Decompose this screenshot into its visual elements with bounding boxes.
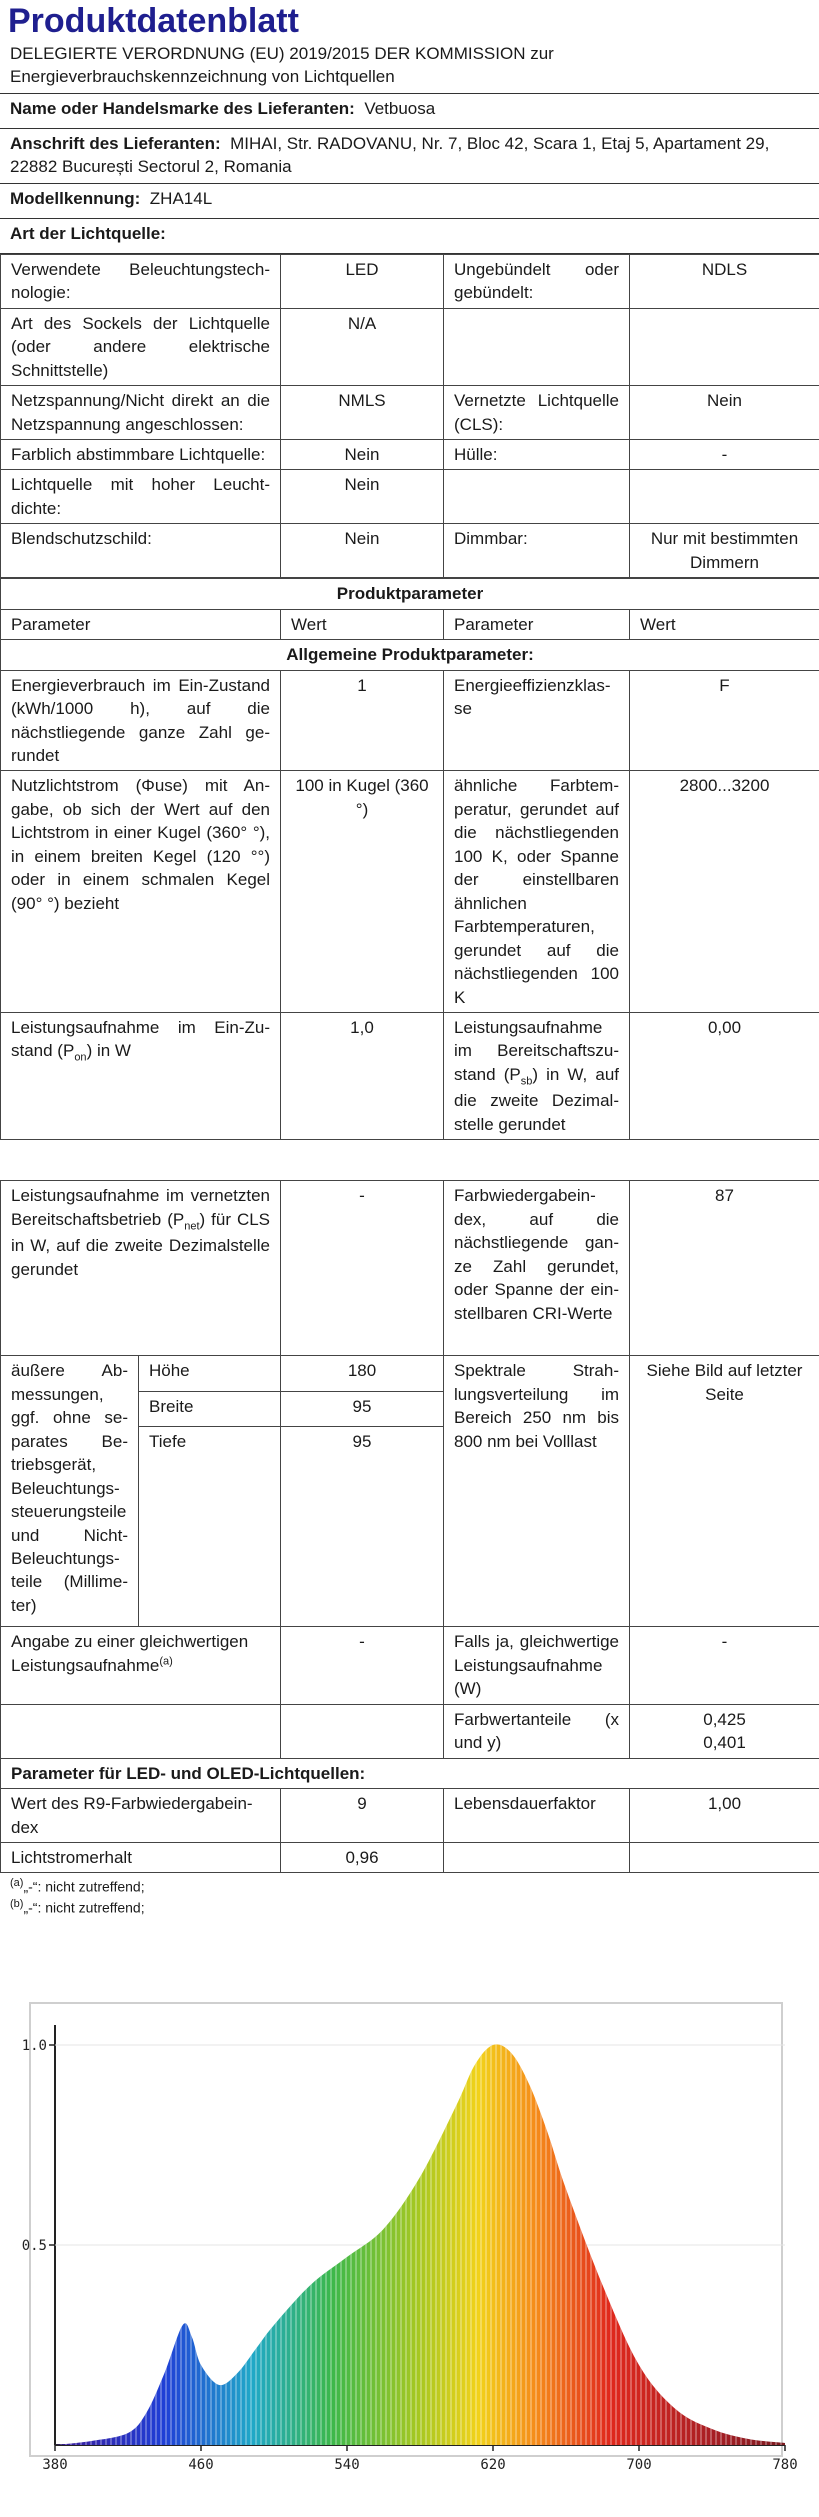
- param-label: Hülle:: [444, 440, 630, 470]
- footnote: $^{(b)}$„-“: nicht zutreffend;: [10, 1897, 809, 1918]
- model-row: [0, 183, 819, 218]
- param-label: Lichtstromerhalt: [1, 1842, 281, 1872]
- power-net-row: [1, 1181, 819, 1356]
- product-params-table: [0, 578, 819, 1140]
- param-label: Leistungsaufnahme im Ein-Zustand $(P_{on})$ in W: [1, 1012, 281, 1139]
- dimension-value: 95: [281, 1391, 444, 1427]
- param-label: Lebensdauerfaktor: [444, 1789, 630, 1843]
- x-tick-label: 460: [188, 2457, 213, 2473]
- page-gap: [0, 1140, 819, 1180]
- param-label: Leistungsaufnahme im vernetzten Bereitschaftsbetrieb $(P_{net})$ für CLS in W, auf die zweite Dezimalstelle gerundet: [1, 1181, 281, 1356]
- param-value: 1,0: [281, 1012, 444, 1139]
- param-label: Nutzlichtstrom (Φuse) mit Angabe, ob sich der Wert auf den Lichtstrom in einer Kugel (360° °), in einem breiten Kegel (120 °°) oder in einem schmalen Kegel (90° °) bezieht: [1, 771, 281, 1013]
- model-label: Modellkennung:: [10, 189, 140, 208]
- param-label: Art des Sockels der Lichtquelle (oder andere elektrische Schnittstelle): [1, 308, 281, 385]
- x-tick-label: 540: [334, 2457, 359, 2473]
- product-params-table-continued: [0, 1180, 819, 1873]
- param-label: Vernetzte Lichtquelle (CLS):: [444, 386, 630, 440]
- param-value: [630, 1842, 819, 1872]
- param-value: 2800...3200: [630, 771, 819, 1013]
- dimension-key: Breite: [139, 1391, 281, 1427]
- dimension-key: Höhe: [139, 1356, 281, 1392]
- source-type-heading: Art der Lichtquelle:: [0, 218, 819, 254]
- param-value: F: [630, 670, 819, 771]
- dimension-row: [1, 1356, 819, 1392]
- param-value: Nur mit bestimmten Dimmern: [630, 524, 819, 578]
- param-value: -: [281, 1181, 444, 1356]
- param-label: Leistungsaufnahme im Bereitschaftszustand $(P_{sb})$ in W, auf die zweite Dezimalstelle gerundet: [444, 1012, 630, 1139]
- param-label: [444, 470, 630, 524]
- param-label: Falls ja, gleichwertige Leistungsaufnahme (W): [444, 1627, 630, 1704]
- param-value: 0,00: [630, 1012, 819, 1139]
- x-tick-label: 780: [772, 2457, 797, 2473]
- param-value: -: [630, 440, 819, 470]
- param-label: Energieeffizienzklasse: [444, 670, 630, 771]
- page-title: Produktdatenblatt: [0, 0, 819, 43]
- param-label: Energieverbrauch im Ein-Zustand (kWh/1000 h), auf die nächstliegende ganze Zahl gerundet: [1, 670, 281, 771]
- param-value: -: [630, 1627, 819, 1704]
- param-header: Parameter: [444, 609, 630, 639]
- equivalent-power-row: [1, 1627, 819, 1704]
- source-type-row: [1, 524, 819, 578]
- param-value: 1,00: [630, 1789, 819, 1843]
- dimensions-label: äußere Abmessungen, ggf. ohne separates Betriebsgerät, Beleuchtungssteuerungsteile und Nicht-Beleuchtungsteile (Millimeter): [1, 1356, 139, 1627]
- source-type-table: [0, 254, 819, 578]
- param-label: Spektrale Strahlungsverteilung im Bereich 250 nm bis 800 nm bei Volllast: [444, 1356, 630, 1627]
- param-label: Netzspannung/Nicht direkt an die Netzspannung angeschlossen:: [1, 386, 281, 440]
- general-params-heading: Allgemeine Produktparameter:: [1, 640, 819, 670]
- address-label: Anschrift des Lieferanten:: [10, 134, 221, 153]
- param-value: 0,96: [281, 1842, 444, 1872]
- param-label: Farbwiedergabeindex, auf die nächstliegende ganze Zahl gerundet, oder Spanne der einstellbaren CRI-Werte: [444, 1181, 630, 1356]
- source-type-row: [1, 254, 819, 308]
- param-value: NMLS: [281, 386, 444, 440]
- param-label: Blendschutzschild:: [1, 524, 281, 578]
- led-row: [1, 1789, 819, 1843]
- empty-cell: [281, 1704, 444, 1758]
- power-on-row: [1, 1012, 819, 1139]
- param-value: [630, 308, 819, 385]
- param-label: Dimmbar:: [444, 524, 630, 578]
- supplier-value: Vetbuosa: [364, 99, 435, 118]
- spectrum-svg: [0, 1965, 819, 2510]
- param-label: Wert des R9-Farbwiedergabeindex: [1, 1789, 281, 1843]
- param-value: [630, 470, 819, 524]
- param-label: Verwendete Beleuchtungstechnologie:: [1, 254, 281, 308]
- param-label: ähnliche Farbtemperatur, gerundet auf die nächstliegenden 100 K, oder Spanne der einstellbaren ähnlichen Farbtemperaturen, gerundet auf die nächstliegenden 100 K: [444, 771, 630, 1013]
- source-type-row: [1, 386, 819, 440]
- param-header-row: [1, 609, 819, 639]
- param-label: Ungebündelt oder gebündelt:: [444, 254, 630, 308]
- source-type-row: [1, 308, 819, 385]
- param-label: Angabe zu einer gleichwertigen Leistungsaufnahme$^{(a)}$: [1, 1627, 281, 1704]
- value-header: Wert: [630, 609, 819, 639]
- param-value: Nein: [281, 470, 444, 524]
- empty-cell: [1, 1704, 281, 1758]
- address-row: [0, 128, 819, 183]
- regulation-text: DELEGIERTE VERORDNUNG (EU) 2019/2015 DER KOMMISSION zur Energieverbrauchskennzeichnung von Lichtquellen: [0, 43, 819, 93]
- y-tick-label: 1.0: [22, 2038, 47, 2054]
- footnotes: [0, 1873, 819, 1921]
- param-label: Farblich abstimmbare Lichtquelle:: [1, 440, 281, 470]
- chromaticity-row: [1, 1704, 819, 1758]
- general-param-row: [1, 771, 819, 1013]
- source-type-row: [1, 440, 819, 470]
- x-tick-label: 620: [480, 2457, 505, 2473]
- supplier-row: [0, 93, 819, 128]
- param-value: N/A: [281, 308, 444, 385]
- param-label: [444, 308, 630, 385]
- x-tick-label: 700: [626, 2457, 651, 2473]
- led-params-heading: Parameter für LED- und OLED-Lichtquellen:: [1, 1758, 819, 1788]
- led-row: [1, 1842, 819, 1872]
- param-value: LED: [281, 254, 444, 308]
- param-label: [444, 1842, 630, 1872]
- param-value: Nein: [630, 386, 819, 440]
- spectral-distribution-chart: [0, 1965, 819, 2510]
- param-value: 100 in Kugel (360 °): [281, 771, 444, 1013]
- value-header: Wert: [281, 609, 444, 639]
- param-label: Lichtquelle mit hoher Leuchtdichte:: [1, 470, 281, 524]
- y-tick-label: 0.5: [22, 2238, 47, 2254]
- param-value: 87: [630, 1181, 819, 1356]
- dimension-value: 95: [281, 1427, 444, 1627]
- param-value: -: [281, 1627, 444, 1704]
- supplier-label: Name oder Handelsmarke des Lieferanten:: [10, 99, 355, 118]
- address-value: MIHAI, Str. RADOVANU, Nr. 7, Bloc 42, Scara 1, Etaj 5, Apartament 29, 22882 București Sectorul 2, Romania: [10, 134, 769, 176]
- param-value: 9: [281, 1789, 444, 1843]
- param-value: 0,425 0,401: [630, 1704, 819, 1758]
- model-value: ZHA14L: [150, 189, 212, 208]
- param-label: Farbwertanteile (x und y): [444, 1704, 630, 1758]
- product-params-heading: Produktparameter: [1, 579, 819, 609]
- param-value: 1: [281, 670, 444, 771]
- param-value: Nein: [281, 440, 444, 470]
- dimension-key: Tiefe: [139, 1427, 281, 1627]
- param-value: Siehe Bild auf letzter Seite: [630, 1356, 819, 1627]
- footnote: $^{(a)}$„-“: nicht zutreffend;: [10, 1876, 809, 1897]
- general-param-row: [1, 670, 819, 771]
- dimension-value: 180: [281, 1356, 444, 1392]
- x-tick-label: 380: [42, 2457, 67, 2473]
- param-header: Parameter: [1, 609, 281, 639]
- source-type-row: [1, 470, 819, 524]
- param-value: Nein: [281, 524, 444, 578]
- param-value: NDLS: [630, 254, 819, 308]
